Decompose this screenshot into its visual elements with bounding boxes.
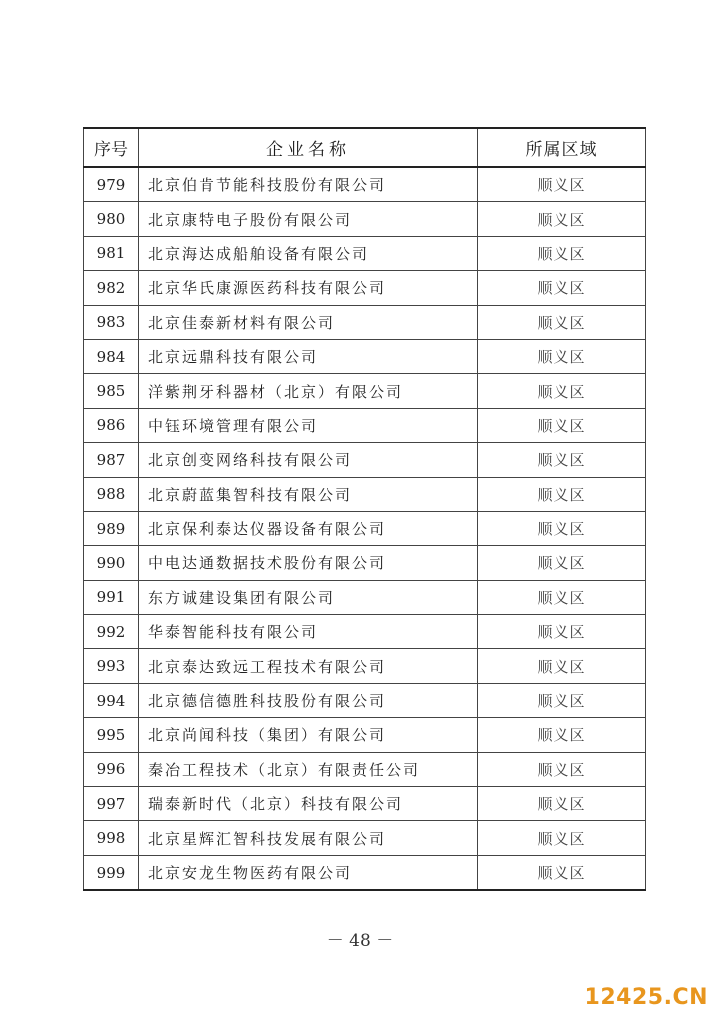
cell-name: 秦冶工程技术（北京）有限责任公司 [139,752,478,786]
table-row [84,855,646,890]
cell-seq: 996 [84,752,139,786]
table-row [84,787,646,821]
table-row [84,236,646,270]
cell-name: 北京星辉汇智科技发展有限公司 [139,821,478,855]
cell-name: 中电达通数据技术股份有限公司 [139,546,478,580]
cell-seq: 987 [84,443,139,477]
cell-region: 顺义区 [478,615,646,649]
cell-seq: 982 [84,271,139,305]
cell-region: 顺义区 [478,683,646,717]
cell-seq: 997 [84,787,139,821]
cell-name: 北京尚闻科技（集团）有限公司 [139,718,478,752]
cell-seq: 988 [84,477,139,511]
cell-region: 顺义区 [478,580,646,614]
cell-region: 顺义区 [478,511,646,545]
cell-seq: 979 [84,167,139,202]
cell-region: 顺义区 [478,546,646,580]
cell-seq: 998 [84,821,139,855]
cell-region: 顺义区 [478,167,646,202]
cell-seq: 991 [84,580,139,614]
cell-name: 北京华氏康源医药科技有限公司 [139,271,478,305]
cell-region: 顺义区 [478,649,646,683]
cell-region: 顺义区 [478,236,646,270]
cell-name: 北京康特电子股份有限公司 [139,202,478,236]
table-row [84,408,646,442]
cell-seq: 986 [84,408,139,442]
cell-seq: 992 [84,615,139,649]
cell-region: 顺义区 [478,202,646,236]
table-row [84,271,646,305]
cell-region: 顺义区 [478,374,646,408]
cell-name: 华泰智能科技有限公司 [139,615,478,649]
cell-name: 北京德信德胜科技股份有限公司 [139,683,478,717]
cell-seq: 994 [84,683,139,717]
cell-region: 顺义区 [478,443,646,477]
cell-name: 北京佳泰新材料有限公司 [139,305,478,339]
table-row [84,511,646,545]
header-seq: 序号 [84,128,139,167]
cell-seq: 984 [84,339,139,373]
header-name: 企业名称 [139,128,478,167]
table-row [84,649,646,683]
table-row [84,443,646,477]
cell-seq: 981 [84,236,139,270]
cell-region: 顺义区 [478,477,646,511]
table-row [84,167,646,202]
cell-name: 北京创变网络科技有限公司 [139,443,478,477]
cell-region: 顺义区 [478,787,646,821]
table-row [84,374,646,408]
cell-name: 北京远鼎科技有限公司 [139,339,478,373]
cell-name: 北京保利泰达仪器设备有限公司 [139,511,478,545]
cell-seq: 993 [84,649,139,683]
cell-region: 顺义区 [478,718,646,752]
table-row [84,580,646,614]
cell-name: 洋紫荆牙科器材（北京）有限公司 [139,374,478,408]
table-row [84,615,646,649]
cell-seq: 989 [84,511,139,545]
cell-name: 北京安龙生物医药有限公司 [139,855,478,890]
table-row [84,202,646,236]
table-row [84,546,646,580]
cell-seq: 995 [84,718,139,752]
cell-name: 北京海达成船舶设备有限公司 [139,236,478,270]
cell-region: 顺义区 [478,271,646,305]
cell-seq: 999 [84,855,139,890]
table-header [84,128,646,167]
cell-seq: 990 [84,546,139,580]
cell-name: 中钰环境管理有限公司 [139,408,478,442]
cell-name: 瑞泰新时代（北京）科技有限公司 [139,787,478,821]
cell-region: 顺义区 [478,305,646,339]
enterprise-table [83,127,646,891]
cell-name: 北京泰达致远工程技术有限公司 [139,649,478,683]
cell-seq: 985 [84,374,139,408]
cell-region: 顺义区 [478,752,646,786]
header-row [84,128,646,167]
cell-seq: 983 [84,305,139,339]
table-row [84,305,646,339]
watermark-logo: 12425.CN [584,985,708,1010]
table-row [84,821,646,855]
cell-region: 顺义区 [478,339,646,373]
table-row [84,477,646,511]
cell-region: 顺义区 [478,408,646,442]
cell-region: 顺义区 [478,855,646,890]
table-row [84,683,646,717]
cell-name: 东方诚建设集团有限公司 [139,580,478,614]
cell-name: 北京蔚蓝集智科技有限公司 [139,477,478,511]
header-region: 所属区域 [478,128,646,167]
table-row [84,718,646,752]
page-number: － 48 － [326,931,394,951]
cell-seq: 980 [84,202,139,236]
table-row [84,752,646,786]
cell-region: 顺义区 [478,821,646,855]
table-body [84,167,646,890]
cell-name: 北京伯肯节能科技股份有限公司 [139,167,478,202]
table-row [84,339,646,373]
